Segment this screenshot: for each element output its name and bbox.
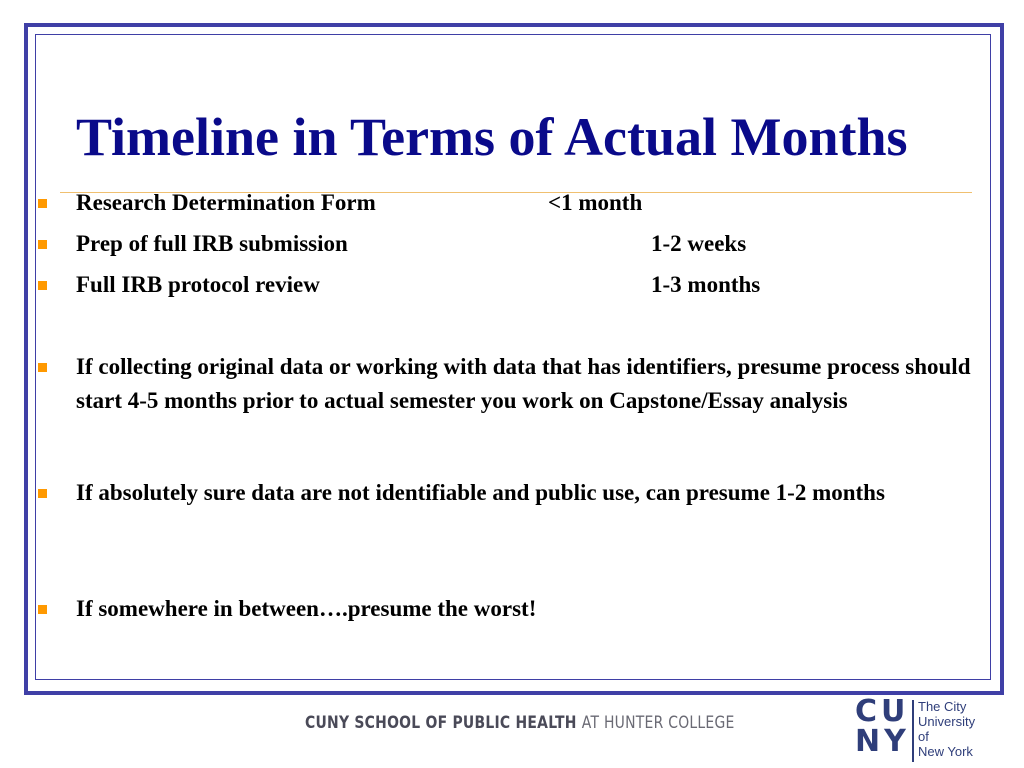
bullet-square-icon [38, 281, 47, 290]
cuny-logo-divider [912, 700, 914, 762]
bullet-square-icon [38, 240, 47, 249]
timeline-item-value: 1-2 weeks [651, 231, 747, 256]
note-item: If somewhere in between….presume the worst! [76, 596, 537, 621]
bullet-square-icon [38, 199, 47, 208]
school-name-light: AT HUNTER COLLEGE [581, 713, 735, 733]
bullet-square-icon [38, 605, 47, 614]
note-item: If collecting original data or working with data that has identifiers, presume process should start 4-5 months prior to actual semester you work on Capstone/Essay analysis [76, 354, 971, 413]
timeline-item-value: <1 month [548, 190, 643, 215]
bullet-square-icon [38, 489, 47, 498]
timeline-item-label: Prep of full IRB submission [76, 231, 348, 256]
cuny-name-line: of [918, 729, 929, 744]
school-name [305, 713, 735, 733]
cuny-logo-letters: CU NY [855, 694, 910, 759]
cuny-name-line: University [918, 714, 976, 729]
slide-title: Timeline in Terms of Actual Months [76, 107, 908, 167]
bullet-square-icon [38, 363, 47, 372]
timeline-item-label: Research Determination Form [76, 190, 376, 215]
timeline-item-label: Full IRB protocol review [76, 272, 320, 297]
note-item: If absolutely sure data are not identifiable and public use, can presume 1-2 months [76, 480, 885, 505]
cuny-name-line: The City [918, 699, 967, 714]
cuny-name-line: New York [918, 744, 973, 759]
timeline-item-value: 1-3 months [651, 272, 761, 297]
school-name-bold: CUNY SCHOOL OF PUBLIC HEALTH [305, 713, 577, 733]
cuny-university-name [918, 699, 975, 759]
